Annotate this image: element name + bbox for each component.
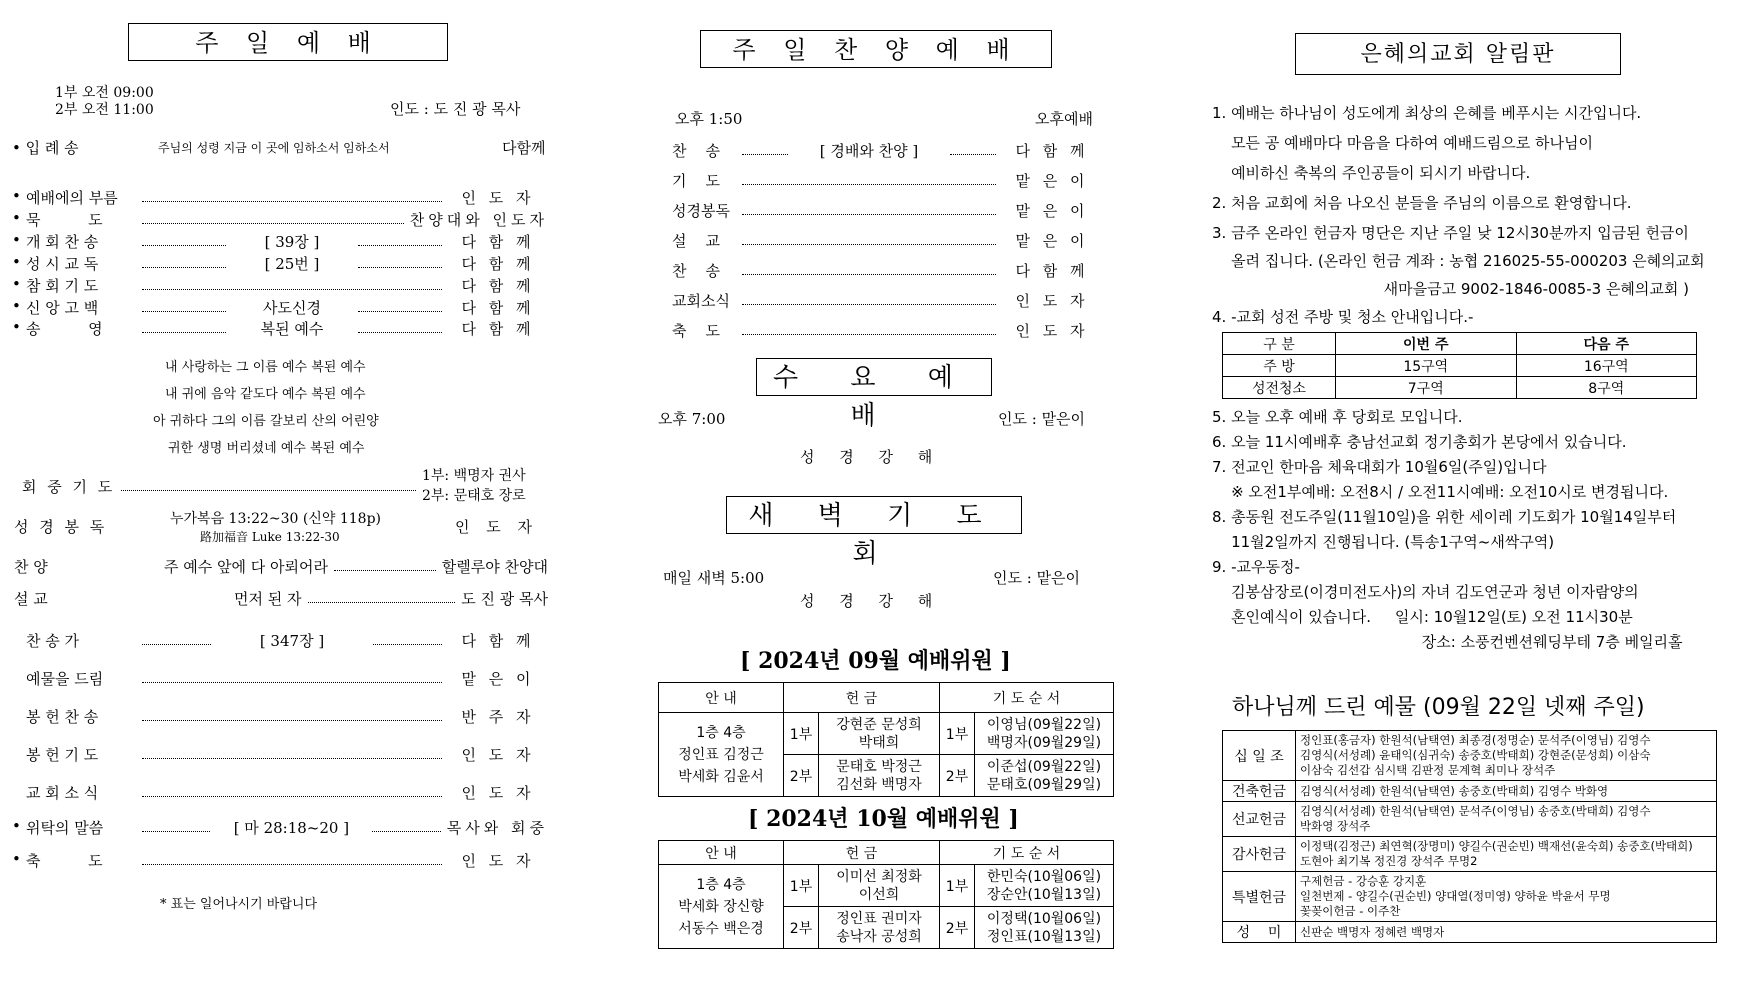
praise-item-who: 인 도 자	[1015, 322, 1089, 340]
praise-item-row	[672, 200, 1102, 221]
sunday-item-row	[26, 297, 548, 318]
oct-offering: 이미선 최정화 이선희	[819, 865, 940, 907]
offering-names	[1296, 781, 1717, 802]
cleaning-table	[1222, 332, 1697, 399]
sermon-content: 먼저 된 자	[234, 590, 302, 608]
closing-item-who: 맡 은 이	[461, 670, 535, 688]
sunday-item-row	[26, 253, 548, 274]
prayer-label: 회 중 기 도	[22, 477, 116, 496]
oct-header-offering: 헌 금	[784, 841, 940, 865]
sunday-item-label: 개 회 찬 송	[26, 233, 99, 251]
closing-item-row	[26, 706, 548, 727]
notices-title: 은혜의교회 알림판	[1295, 33, 1621, 75]
sunday-item-who: 다 함 께	[461, 233, 535, 251]
closing-item-label: 찬 송 가	[26, 632, 80, 650]
prayer-who-2: 2부: 문태호 장로	[422, 488, 526, 504]
offering-row	[1223, 922, 1717, 943]
reading-content-2: 路加福音 Luke 13:22-30	[200, 530, 340, 544]
sunday-item-row	[26, 231, 548, 252]
opening-content: 주님의 성령 지금 이 곳에 임하소서 임하소서	[158, 141, 390, 155]
sermon-row	[14, 588, 548, 609]
sep-offering: 강현준 문성희 박태희	[819, 713, 940, 755]
praise-item-row	[672, 230, 1102, 251]
closing-item-label: 예물을 드림	[26, 670, 104, 688]
bullet-icon: •	[12, 318, 21, 336]
oct-part2: 2부	[940, 907, 975, 949]
clean-header: 구 분	[1223, 333, 1336, 355]
wednesday-leader: 인도 : 맡은이	[998, 410, 1086, 428]
sunday-item-row	[26, 209, 548, 230]
bullet-icon: •	[12, 850, 21, 868]
offering-type: 특별헌금	[1223, 872, 1296, 922]
notice-line: 2. 처음 교회에 처음 나오신 분들을 주님의 이름으로 환영합니다.	[1212, 194, 1632, 212]
oct-header-prayer: 기 도 순 서	[940, 841, 1114, 865]
offering-name-line: 정인표(홍금자) 한원석(남택연) 최종경(정명순) 문석주(이영님) 김영수	[1300, 733, 1651, 747]
bullet-icon: •	[12, 817, 21, 835]
notice-line: 장소: 소풍컨벤션웨딩부테 7층 베일리홀	[1212, 633, 1683, 651]
sunday-item-row	[26, 275, 548, 296]
offering-name-line: 신판순 백명자 정혜련 백명자	[1300, 924, 1445, 939]
clean-cell: 주 방	[1223, 355, 1336, 377]
notice-line: 새마을금고 9002-1846-0085-3 은혜의교회 )	[1212, 280, 1690, 298]
hymn-line-1: 내 사랑하는 그 이름 예수 복된 예수	[165, 360, 366, 375]
notice-line: 혼인예식이 있습니다. 일시: 10월12일(토) 오전 11시30분	[1212, 608, 1633, 626]
reading-who: 인 도 자	[455, 518, 539, 536]
clean-header: 이번 주	[1336, 333, 1517, 355]
offering-name-line: 박화영 장석주	[1300, 819, 1371, 833]
clean-cell: 성전청소	[1223, 377, 1336, 399]
bullet-icon: •	[12, 231, 21, 249]
offering-name-line: 일천번제 - 양길수(권순빈) 양대열(정미영) 양하윤 박윤서 무명	[1300, 889, 1611, 903]
oct-prayer: 한민숙(10월06일) 장순안(10월13일)	[975, 865, 1114, 907]
praise-item-label: 설 교	[672, 232, 721, 250]
closing-item-row	[26, 668, 548, 689]
prayer-who-1: 1부: 백명자 권사	[422, 468, 526, 484]
sunday-item-who: 찬양대와 인도자	[409, 211, 548, 229]
praise-item-row	[672, 140, 1102, 161]
offering-type: 감사헌금	[1223, 837, 1296, 872]
praise-title: 주 일 찬 양 예 배	[700, 30, 1052, 68]
closing-item-who: 인 도 자	[461, 784, 535, 802]
oct-prayer: 이정택(10월06일) 정인표(10월13일)	[975, 907, 1114, 949]
bullet-icon: •	[12, 187, 21, 205]
sep-part2: 1부	[940, 713, 975, 755]
praise-item-label: 찬 송	[672, 262, 721, 280]
praise-item-content: [ 경배와 찬양 ]	[819, 142, 919, 160]
hymn-line-4: 귀한 생명 버리셨네 예수 복된 예수	[168, 441, 365, 456]
offering-names	[1296, 837, 1717, 872]
opening-label: • 입 례 송	[12, 139, 79, 157]
closing-item-row	[26, 782, 548, 803]
dawn-content: 성 경 강 해	[800, 592, 943, 610]
offering-row	[1223, 802, 1717, 837]
offerings-table	[1222, 730, 1717, 943]
praise-item-row	[672, 170, 1102, 191]
sunday-item-label: 신 앙 고 백	[26, 299, 99, 317]
closing-item-who: 목사와 회중	[446, 819, 548, 837]
oct-roster-title: [ 2024년 10월 예배위원 ]	[748, 806, 1019, 832]
oct-roster-table	[658, 840, 1114, 949]
praise-item-who: 다 함 께	[1015, 142, 1089, 160]
sep-part2: 2부	[940, 755, 975, 797]
sep-prayer: 이준섭(09월22일) 문태호(09월29일)	[975, 755, 1114, 797]
choir-content: 주 예수 앞에 다 아뢰어라	[164, 558, 328, 576]
offering-name-line: 이삼숙 김선갑 심시택 김판정 문계혁 최미나 장석주	[1300, 763, 1556, 777]
notice-line: 9. -교우동정-	[1212, 558, 1300, 576]
dawn-title: 새 벽 기 도 회	[726, 496, 1022, 534]
notice-line: 1. 예배는 하나님이 성도에게 최상의 은혜를 베푸시는 시간입니다.	[1212, 104, 1642, 122]
closing-item-label: 축 도	[26, 852, 103, 870]
praise-item-label: 기 도	[672, 172, 721, 190]
notice-line: 5. 오늘 오후 예배 후 당회로 모입니다.	[1212, 408, 1463, 426]
sunday-item-row	[26, 187, 548, 208]
offering-row	[1223, 837, 1717, 872]
closing-item-row	[26, 630, 548, 651]
reading-label: 성 경 봉 독	[14, 518, 108, 536]
closing-item-label: 봉 헌 기 도	[26, 746, 99, 764]
choir-who: 할렐루야 찬양대	[441, 558, 548, 576]
sunday-item-who: 다 함 께	[461, 255, 535, 273]
sunday-item-label: 송 영	[26, 320, 103, 338]
sep-part: 1부	[784, 713, 819, 755]
bullet-icon: •	[12, 275, 21, 293]
oct-part2: 1부	[940, 865, 975, 907]
sep-roster-title: [ 2024년 09월 예배위원 ]	[740, 648, 1011, 674]
offering-names	[1296, 731, 1717, 781]
oct-offering: 정인표 권미자 송낙자 공성희	[819, 907, 940, 949]
clean-cell: 16구역	[1516, 355, 1697, 377]
sep-header-guide: 안 내	[659, 683, 784, 713]
clean-header: 다음 주	[1516, 333, 1697, 355]
bullet-icon: •	[12, 253, 21, 271]
offering-row	[1223, 872, 1717, 922]
sunday-item-label: 성 시 교 독	[26, 255, 99, 273]
sunday-item-content: [ 25번 ]	[264, 255, 320, 273]
offering-row	[1223, 731, 1717, 781]
notice-line: 11월2일까지 진행됩니다. (특송1구역~새싹구역)	[1212, 533, 1555, 551]
wednesday-time: 오후 7:00	[658, 410, 726, 428]
offering-name-line: 도현아 최기복 정진경 장석주 무명2	[1300, 854, 1478, 868]
offering-name-line: 김영식(서성례) 한원석(남택연) 문석주(이영님) 송중호(박태희) 김영수	[1300, 804, 1651, 818]
offering-type: 십 일 조	[1223, 731, 1296, 781]
notice-line: 6. 오늘 11시예배후 충남선교회 정기총회가 본당에서 있습니다.	[1212, 433, 1627, 451]
sunday-item-who: 인 도 자	[461, 189, 535, 207]
closing-item-row	[26, 744, 548, 765]
offerings-title: 하나님께 드린 예물 (09월 22일 넷째 주일)	[1232, 695, 1645, 720]
offering-names	[1296, 802, 1717, 837]
offering-name-line: 김영식(서성례) 윤태익(심귀숙) 송중호(박태희) 강현준(문성희) 이삼숙	[1300, 748, 1651, 762]
sunday-item-label: 예배에의 부름	[26, 189, 118, 207]
sunday-title: 주 일 예 배	[128, 23, 448, 61]
sep-header-prayer: 기 도 순 서	[940, 683, 1114, 713]
praise-item-label: 찬 송	[672, 142, 721, 160]
dawn-leader: 인도 : 맡은이	[993, 569, 1081, 587]
sermon-label: 설 교	[14, 590, 48, 608]
oct-guide: 1층 4층 박세화 장신향 서동수 백은경	[659, 865, 784, 949]
notice-line: 3. 금주 온라인 헌금자 명단은 지난 주일 낮 12시30분까지 입금된 헌금이	[1212, 224, 1689, 242]
offering-name-line: 이정택(김정근) 최연혁(장명미) 양길수(권순빈) 백재선(윤숙희) 송중호(박태희)	[1300, 839, 1693, 853]
notice-line: 올려 집니다. (온라인 헌금 계좌 : 농협 216025-55-000203 은혜의교회	[1212, 252, 1705, 270]
sep-part: 2부	[784, 755, 819, 797]
sunday-item-label: 참 회 기 도	[26, 277, 99, 295]
footnote: * 표는 일어나시기 바랍니다	[160, 897, 318, 912]
praise-item-row	[672, 260, 1102, 281]
sunday-item-content: [ 39장 ]	[264, 233, 320, 251]
notice-line: 모든 공 예배마다 마음을 다하여 예배드림으로 하나님이	[1212, 134, 1593, 152]
offering-names	[1296, 872, 1717, 922]
sunday-item-who: 다 함 께	[461, 320, 535, 338]
closing-item-label: 위탁의 말씀	[26, 819, 104, 837]
oct-part: 2부	[784, 907, 819, 949]
prayer-row	[22, 466, 542, 506]
bullet-icon: •	[12, 297, 21, 315]
sunday-item-row	[26, 318, 548, 339]
offering-name-line: 구제헌금 - 강승훈 강지훈	[1300, 874, 1427, 888]
sep-offering: 문태호 박정근 김선화 백명자	[819, 755, 940, 797]
closing-item-content: [ 마 28:18~20 ]	[233, 819, 350, 837]
closing-item-who: 반 주 자	[461, 708, 535, 726]
sunday-item-label: 묵 도	[26, 211, 103, 229]
closing-item-who: 다 함 께	[461, 632, 535, 650]
notice-line: 예비하신 축복의 주인공들이 되시기 바랍니다.	[1212, 164, 1531, 182]
sunday-time-1: 1부 오전 09:00	[55, 85, 154, 101]
reading-content-1: 누가복음 13:22~30 (신약 118p)	[170, 511, 381, 527]
praise-item-label: 성경봉독	[672, 202, 730, 220]
sunday-leader: 인도 : 도 진 광 목사	[390, 100, 521, 118]
offering-row	[1223, 781, 1717, 802]
bullet-icon: •	[12, 209, 21, 227]
closing-item-who: 인 도 자	[461, 852, 535, 870]
offering-name-line: 꽃꽂이헌금 - 이주찬	[1300, 904, 1401, 918]
hymn-line-2: 내 귀에 음악 같도다 예수 복된 예수	[165, 387, 366, 402]
notice-line: 4. -교회 성전 주방 및 청소 안내입니다.-	[1212, 308, 1474, 326]
closing-item-label: 교 회 소 식	[26, 784, 99, 802]
offering-names	[1296, 922, 1717, 943]
praise-item-who: 다 함 께	[1015, 262, 1089, 280]
praise-item-row	[672, 290, 1102, 311]
closing-item-who: 인 도 자	[461, 746, 535, 764]
closing-item-content: [ 347장 ]	[259, 632, 325, 650]
praise-item-label: 축 도	[672, 322, 721, 340]
offering-type: 성 미	[1223, 922, 1296, 943]
oct-header-guide: 안 내	[659, 841, 784, 865]
praise-item-who: 맡 은 이	[1015, 172, 1089, 190]
closing-item-label: 봉 헌 찬 송	[26, 708, 99, 726]
praise-label: 오후예배	[1035, 110, 1093, 128]
praise-item-who: 인 도 자	[1015, 292, 1089, 310]
choir-label: 찬 양	[14, 558, 48, 576]
sunday-item-who: 다 함 께	[461, 299, 535, 317]
sunday-item-who: 다 함 께	[461, 277, 535, 295]
praise-item-who: 맡 은 이	[1015, 202, 1089, 220]
sep-header-offering: 헌 금	[784, 683, 940, 713]
notice-line: ※ 오전1부예배: 오전8시 / 오전11시예배: 오전10시로 변경됩니다.	[1212, 483, 1669, 501]
sunday-time-2: 2부 오전 11:00	[55, 102, 154, 118]
clean-cell: 7구역	[1336, 377, 1517, 399]
sep-prayer: 이영님(09월22일) 백명자(09월29일)	[975, 713, 1114, 755]
hymn-line-3: 아 귀하다 그의 이름 갈보리 산의 어린양	[153, 414, 379, 429]
sep-roster-table	[658, 682, 1114, 797]
praise-item-label: 교회소식	[672, 292, 730, 310]
offering-type: 선교헌금	[1223, 802, 1296, 837]
closing-item-row	[26, 850, 548, 871]
opening-who: 다함께	[502, 139, 546, 157]
notice-line: 7. 전교인 한마음 체육대회가 10월6일(주일)입니다	[1212, 458, 1547, 476]
dawn-time: 매일 새벽 5:00	[663, 569, 765, 587]
sunday-item-content: 복된 예수	[260, 320, 324, 338]
wednesday-title: 수 요 예 배	[756, 358, 992, 396]
praise-time: 오후 1:50	[675, 110, 743, 128]
wednesday-content: 성 경 강 해	[800, 448, 943, 466]
clean-cell: 8구역	[1516, 377, 1697, 399]
offering-name-line: 김영식(서성례) 한원석(남택연) 송중호(박태희) 김영수 박화영	[1300, 783, 1609, 798]
sunday-item-content: 사도신경	[263, 299, 321, 317]
choir-row	[14, 556, 548, 577]
sep-guide: 1층 4층 정인표 김정근 박세화 김윤서	[659, 713, 784, 797]
clean-cell: 15구역	[1336, 355, 1517, 377]
praise-item-who: 맡 은 이	[1015, 232, 1089, 250]
sermon-who: 도 진 광 목사	[461, 590, 548, 608]
notice-line: 8. 총동원 전도주일(11월10일)을 위한 세이레 기도회가 10월14일부터	[1212, 508, 1677, 526]
offering-type: 건축헌금	[1223, 781, 1296, 802]
praise-item-row	[672, 320, 1102, 341]
notice-line: 김봉삼장로(이경미전도사)의 자녀 김도연군과 청년 이자람양의	[1212, 583, 1639, 601]
oct-part: 1부	[784, 865, 819, 907]
closing-item-row	[26, 817, 548, 838]
